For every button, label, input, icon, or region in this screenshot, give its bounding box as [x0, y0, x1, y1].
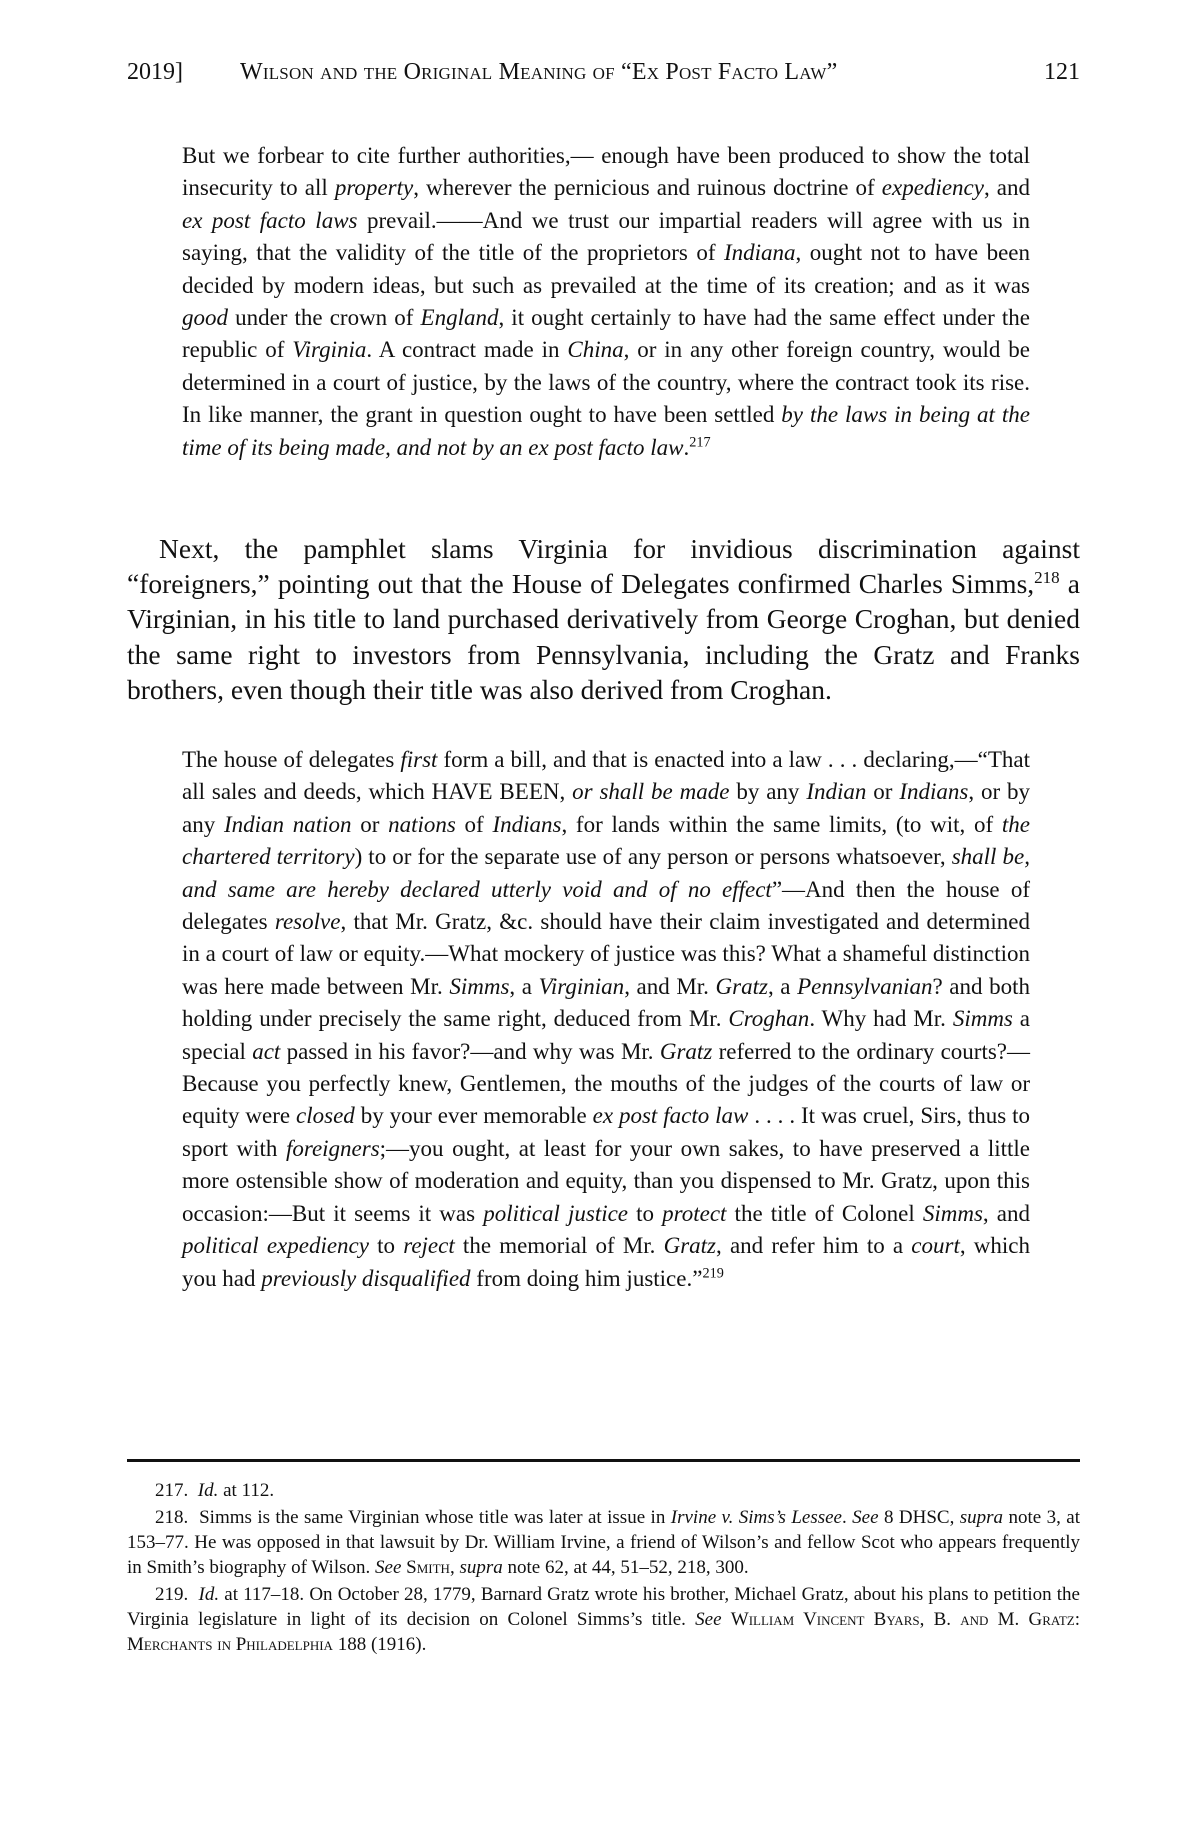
running-header [127, 52, 1080, 92]
block-quote-text: But we forbear to cite further authorities,— enough have been produced to show the total insecurity to all property, wherever the pernicious and ruinous doctrine of expediency, and ex post facto laws prevail.——And we trust our impartial readers will agree with us in saying, that the validity of the title of the proprietors of Indiana, ought not to have been decided by modern ideas, but such as prevailed at the time of its creation; and as it was good under the crown of England, it ought certainly to have had the same effect under the republic of Virginia. A contract made in China, or in any other foreign country, would be determined in a court of justice, by the laws of the country, where the contract took its rise. In like manner, the grant in question ought to have been settled by the laws in being at the time of its being made, and not by an ex post facto law.$^{217}$ [182, 143, 1030, 460]
footnote-219: 219. Id. at 117–18. On October 28, 1779, Barnard Gratz wrote his brother, Michael Gratz, about his plans to petition the Virginia legislature in light of its decision on Colonel Simms’s title. See William Vincent Byars, B. and M. Gratz: Merchants in Philadelphia 188 (1916). [127, 1584, 1080, 1655]
footnote-217: 217. Id. at 112. [155, 1480, 275, 1501]
header-title: Wilson and the Original Meaning of “Ex Post Facto Law” [240, 59, 838, 85]
footnote-divider [127, 1459, 1080, 1462]
page-number: 121 [1044, 59, 1080, 85]
footnote-218: 218. Simms is the same Virginian whose title was later at issue in Irvine v. Sims’s Lessee. See 8 DHSC, supra note 3, at 153–77. He was opposed in that lawsuit by Dr. William Irvine, a friend of Wilson’s and fellow Scot who appears frequently in Smith’s biography of Wilson. See Smith, supra note 62, at 44, 51–52, 218, 300. [127, 1507, 1080, 1578]
block-quote-text: The house of delegates first form a bill, and that is enacted into a law . . . declaring,—“That all sales and deeds, which HAVE BEEN, or shall be made by any Indian or Indians, or by any Indian nation or nations of Indians, for lands within the same limits, (to wit, of the chartered territory) to or for the separate use of any person or persons whatsoever, shall be, and same are hereby declared utterly void and of no effect”—And then the house of delegates resolve, that Mr. Gratz, &c. should have their claim investigated and determined in a court of law or equity.—What mockery of justice was this? What a shameful distinction was here made between Mr. Simms, a Virginian, and Mr. Gratz, a Pennsylvanian? and both holding under precisely the same right, deduced from Mr. Croghan. Why had Mr. Simms a special act passed in his favor?—and why was Mr. Gratz referred to the ordinary courts?—Because you perfectly knew, Gentlemen, the mouths of the judges of the courts of law or equity were closed by your ever memorable ex post facto law . . . . It was cruel, Sirs, thus to sport with foreigners;—you ought, at least for your own sakes, to have preserved a little more ostensible show of moderation and equity, than you dispensed to Mr. Gratz, upon this occasion:—But it seems it was political justice to protect the title of Colonel Simms, and political expediency to reject the memorial of Mr. Gratz, and refer him to a court, which you had previously disqualified from doing him justice.”$^{219}$ [182, 747, 1030, 1291]
body-paragraph: Next, the pamphlet slams Virginia for invidious discrimination against “foreigners,” pointing out that the House of Delegates confirmed Charles Simms,$^{218}$ a Virginian, in his title to land purchased derivatively from George Croghan, but denied the same right to investors from Pennsylvania, including the Gratz and Franks brothers, even though their title was also derived from Croghan. [127, 533, 1080, 705]
footnote-ref-218: 218 [1034, 567, 1060, 587]
header-date: 2019] [127, 59, 183, 85]
block-quote-indiana [182, 140, 1030, 464]
footnote-ref-219: 219 [702, 1264, 724, 1281]
block-quote-gratz [182, 744, 1030, 1295]
footnote-ref-217: 217 [689, 434, 711, 451]
footnotes [127, 1478, 1080, 1659]
